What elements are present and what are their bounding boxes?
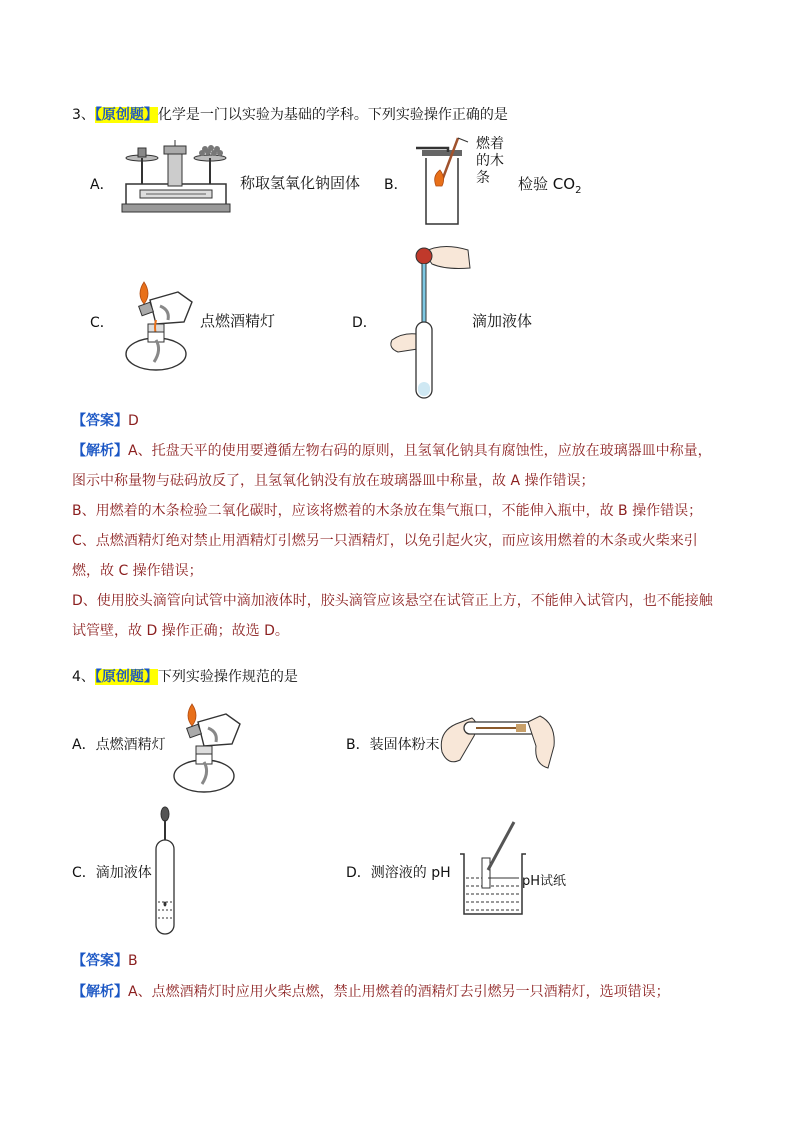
dropper-hand-icon — [384, 244, 474, 400]
q3-option-b-label — [476, 136, 504, 187]
q3-analysis-text-1: A、托盘天平的使用要遵循左物右码的原则，且氢氧化钠具有腐蚀性，应放在玻璃器皿中称量， — [128, 443, 712, 459]
q4-stem-text: 下列实验操作规范的是 — [157, 669, 298, 685]
q3-option-d-caption: 滴加液体 — [472, 312, 533, 330]
burning-stick-label-1: 燃着 — [476, 136, 504, 152]
q3-option-b-letter: B． — [384, 177, 408, 193]
q4-option-a-label: A．点燃酒精灯 — [72, 737, 166, 753]
q3-option-c-caption: 点燃酒精灯 — [200, 312, 276, 330]
alcohol-lamp-icon — [166, 698, 250, 794]
balance-icon — [120, 138, 232, 214]
q3-option-b-caption — [518, 173, 581, 196]
q3-analysis-line-5: 燃，故 C 操作错误； — [72, 563, 203, 579]
q3-analysis-line-4: C、点燃酒精灯绝对禁止用酒精灯引燃另一只酒精灯，以免引起火灾，而应该用燃着的木条或火柴来引 — [72, 533, 698, 549]
q4-analysis-tag: 【解析】 — [72, 984, 128, 1000]
q4-option-d-label: D．测溶液的 pH — [346, 865, 451, 881]
q3-answer — [72, 412, 139, 431]
test-tube-powder-icon — [436, 702, 560, 774]
q3-option-b-subscript: 2 — [575, 185, 582, 196]
alcohol-lamp-icon — [118, 276, 202, 372]
dropper-in-tube-icon — [150, 806, 180, 936]
q4-option-b-label: B．装固体粉末 — [346, 737, 440, 753]
q3-analysis-line-2: 图示中称量物与砝码放反了，且氢氧化钠没有放在玻璃器皿中称量，故 A 操作错误； — [72, 473, 595, 489]
q3-analysis — [72, 442, 732, 652]
q4-answer — [72, 952, 138, 971]
q4-stem — [72, 666, 298, 686]
burning-stick-label-2: 的木 — [476, 153, 504, 169]
q4-analysis-line-1: A、点燃酒精灯时应用火柴点燃，禁止用燃着的酒精灯去引燃另一只酒精灯，选项错误； — [128, 984, 670, 1000]
q3-option-a-letter: A． — [90, 177, 114, 193]
q4-answer-value: B — [128, 953, 138, 969]
q3-stem — [72, 104, 508, 124]
q3-analysis-tag: 【解析】 — [72, 443, 128, 459]
q3-analysis-line-7: 试管壁，故 D 操作正确；故选 D。 — [72, 623, 289, 639]
burning-stick-label-3: 条 — [476, 170, 490, 186]
q3-option-b-caption-text: 检验 CO — [518, 175, 576, 193]
q3-option-d-letter: D． — [352, 315, 377, 331]
ph-paper-label: pH试纸 — [522, 874, 567, 889]
beaker-ph-icon — [456, 820, 530, 916]
q4-answer-tag: 【答案】 — [72, 953, 128, 969]
q3-option-c-letter: C． — [90, 315, 114, 331]
q4-option-c-label: C．滴加液体 — [72, 865, 152, 881]
q3-analysis-line-6: D、使用胶头滴管向试管中滴加液体时，胶头滴管应该悬空在试管正上方，不能伸入试管内，也不能接触 — [72, 593, 713, 609]
q3-stem-text: 化学是一门以实验为基础的学科。下列实验操作正确的是 — [157, 107, 508, 123]
q4-number: 4、 — [72, 669, 95, 685]
q3-option-a-caption: 称取氢氧化钠固体 — [240, 174, 361, 192]
q3-number: 3、 — [72, 107, 95, 123]
q3-answer-value: D — [128, 413, 139, 429]
q3-analysis-line-3: B、用燃着的木条检验二氧化碳时，应该将燃着的木条放在集气瓶口，不能伸入瓶中，故 B 操作错误； — [72, 503, 703, 519]
q4-tag: 【原创题】 — [94, 669, 158, 685]
q3-tag: 【原创题】 — [94, 107, 158, 123]
q4-analysis — [72, 983, 670, 1002]
q3-analysis-line-1 — [72, 442, 732, 472]
q3-answer-tag: 【答案】 — [72, 413, 128, 429]
